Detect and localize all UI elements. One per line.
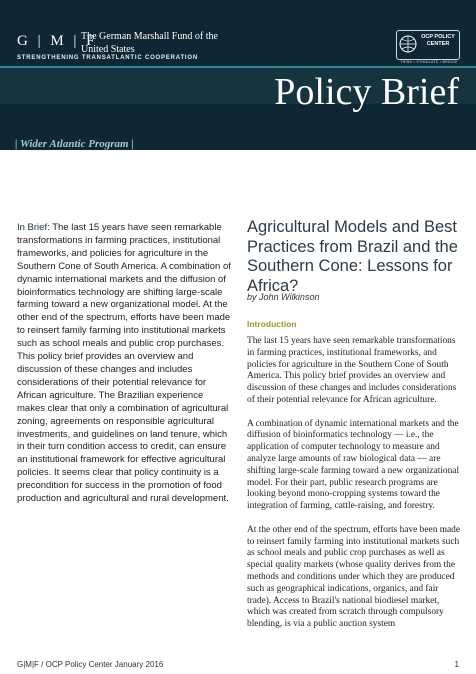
summary-text: The last 15 years have seen remarkable transformations in farming practices, institutional frameworks, and policies for agriculture in the Southern Cone of South America. A combination of dynamic international markets and the diffusion of bioinformatics technology are shifting large-scale farming toward a new organizational model. At the other end of the spectrum, efforts have been made to reinsert family farming into institutional markets such as school meals and public crop purchases. This policy brief provides an overview and discussion of these changes and includes considerations of their potential relevance for African agriculture. The Brazilian experience makes clear that only a combination of agricultural zoning, agreements on responsible agricultural investments, and guidelines on land tenure, which in their turn condition access to credit, can ensure an institutional framework for effective agricultural policies. It seems clear that policy continuity is a precondition for success in the promotion of food production and agricultural and rural development.	[17, 222, 231, 505]
header-rule	[0, 66, 476, 68]
gmf-logo: G | M | F	[17, 33, 98, 49]
paragraph: The last 15 years have seen remarkable transformations in farming practices, institutional frameworks, and policies for agriculture in the Southern Cone of South America. This policy brief provides an overview and discussion of these changes and includes considerations of their potential relevance for African agriculture.	[247, 336, 457, 405]
section-heading: Introduction	[247, 319, 297, 329]
page-number: 1	[454, 660, 459, 669]
tagline: STRENGTHENING TRANSATLANTIC COOPERATION	[17, 55, 198, 61]
byline: by John Wilkinson	[247, 292, 320, 302]
fund-name: The German Marshall Fund of the United States	[81, 31, 218, 55]
summary-lead: In Brief:	[17, 222, 50, 233]
article-title: Agricultural Models and Best Practices from Brazil and the Southern Cone: Lessons for Africa?	[247, 218, 458, 295]
globe-icon	[399, 34, 417, 54]
program-label: | Wider Atlantic Program |	[15, 138, 134, 150]
ocp-logo	[396, 30, 460, 60]
document-type: Policy Brief	[274, 71, 459, 113]
ocp-name: OCP POLICY CENTER	[421, 34, 455, 47]
ocp-subtitle: THINK • STIMULATE • BRIDGE	[400, 60, 458, 64]
paragraph: At the other end of the spectrum, efforts have been made to reinsert family farming into institutional markets such as school meals and public crop purchases as well as special quality markets (whose quality derives from the methods and conditions under which they are produced such as geographical indications, organics, and fair trade). Access to Brazil's national biodiesel market, which was created from scratch through compulsory blending, is via a public auction system	[247, 524, 461, 630]
paragraph: A combination of dynamic international markets and the diffusion of bioinformatics technology — i.e., the application of computer technology to measure and analyze large amounts of raw biological data — are shifting large-scale farming toward a new organizational model. For their part, public research programs are looking beyond mono-cropping systems toward the integration of farming, cattle-raising, and forestry.	[247, 418, 460, 512]
article-body	[247, 336, 462, 643]
header-band	[0, 0, 476, 150]
in-brief-summary	[17, 222, 232, 506]
footer-source: G|M|F / OCP Policy Center January 2016	[17, 660, 164, 669]
